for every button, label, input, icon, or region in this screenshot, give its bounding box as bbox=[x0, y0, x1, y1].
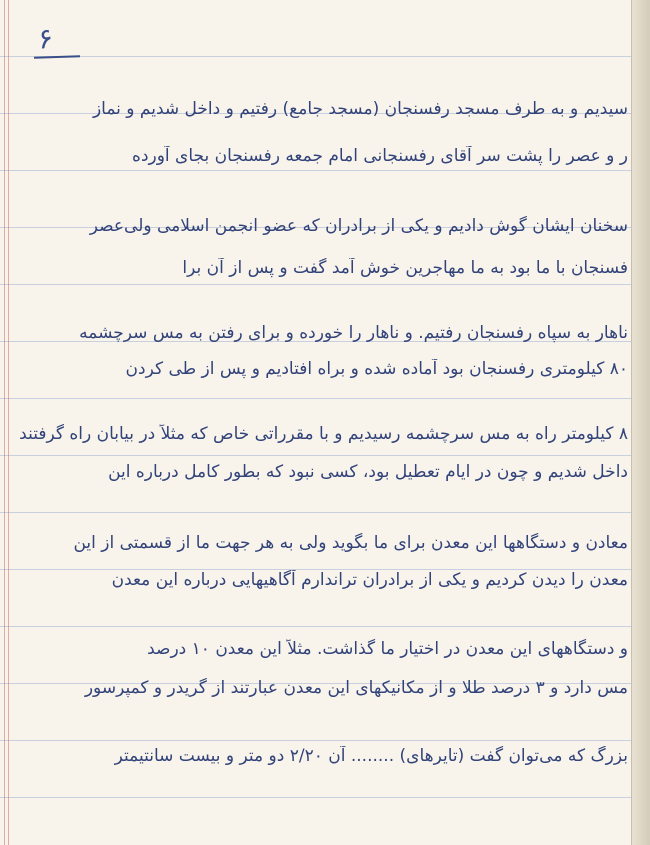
page-number-underline bbox=[34, 55, 80, 59]
handwritten-line: داخل شدیم و چون در ایام تعطیل بود، کسی نبود که بطور کامل درباره این bbox=[108, 462, 628, 482]
handwritten-line: ناهار به سپاه رفسنجان رفتیم. و ناهار را خورده و برای رفتن به مس سرچشمه bbox=[79, 323, 628, 343]
handwritten-line: ۸ کیلومتر راه به مس سرچشمه رسیدیم و با مقرراتی خاص که مثلاً در بیابان راه گرفتند bbox=[19, 424, 628, 444]
handwritten-line: مس دارد و ۳ درصد طلا و از مکانیکهای این معدن عبارتند از گریدر و کمپرسور bbox=[84, 678, 628, 698]
margin-line bbox=[4, 0, 5, 845]
handwritten-line: ۸۰ کیلومتری رفسنجان بود آماده شده و براه افتادیم و پس از طی کردن bbox=[125, 359, 628, 379]
handwritten-line: ر و عصر را پشت سر آقای رفسنجانی امام جمعه رفسنجان بجای آورده bbox=[132, 146, 628, 166]
page-binding bbox=[631, 0, 650, 845]
handwritten-line: بزرگ که می‌توان گفت (تایرهای) ........ آن ۲/۲۰ دو متر و بیست سانتیمتر bbox=[114, 746, 628, 766]
handwritten-line: فسنجان با ما بود به ما مهاجرین خوش آمد گفت و پس از آن برا bbox=[182, 258, 628, 278]
handwritten-line: معادن و دستگاهها این معدن برای ما بگوید ولی به هر جهت ما از قسمتی از این bbox=[73, 533, 628, 553]
handwritten-line: سخنان ایشان گوش دادیم و یکی از برادران که عضو انجمن اسلامی ولی‌عصر bbox=[89, 216, 628, 236]
handwritten-line: سیدیم و به طرف مسجد رفسنجان (مسجد جامع) رفتیم و داخل شدیم و نماز bbox=[92, 99, 628, 119]
handwritten-line: و دستگاههای این معدن در اختیار ما گذاشت. مثلاً این معدن ۱۰ درصد bbox=[147, 639, 628, 659]
margin-line bbox=[8, 0, 9, 845]
handwritten-line: معدن را دیدن کردیم و یکی از برادران تراندارم آگاهیهایی درباره این معدن bbox=[111, 570, 628, 590]
page-number: ۶ bbox=[36, 21, 55, 56]
